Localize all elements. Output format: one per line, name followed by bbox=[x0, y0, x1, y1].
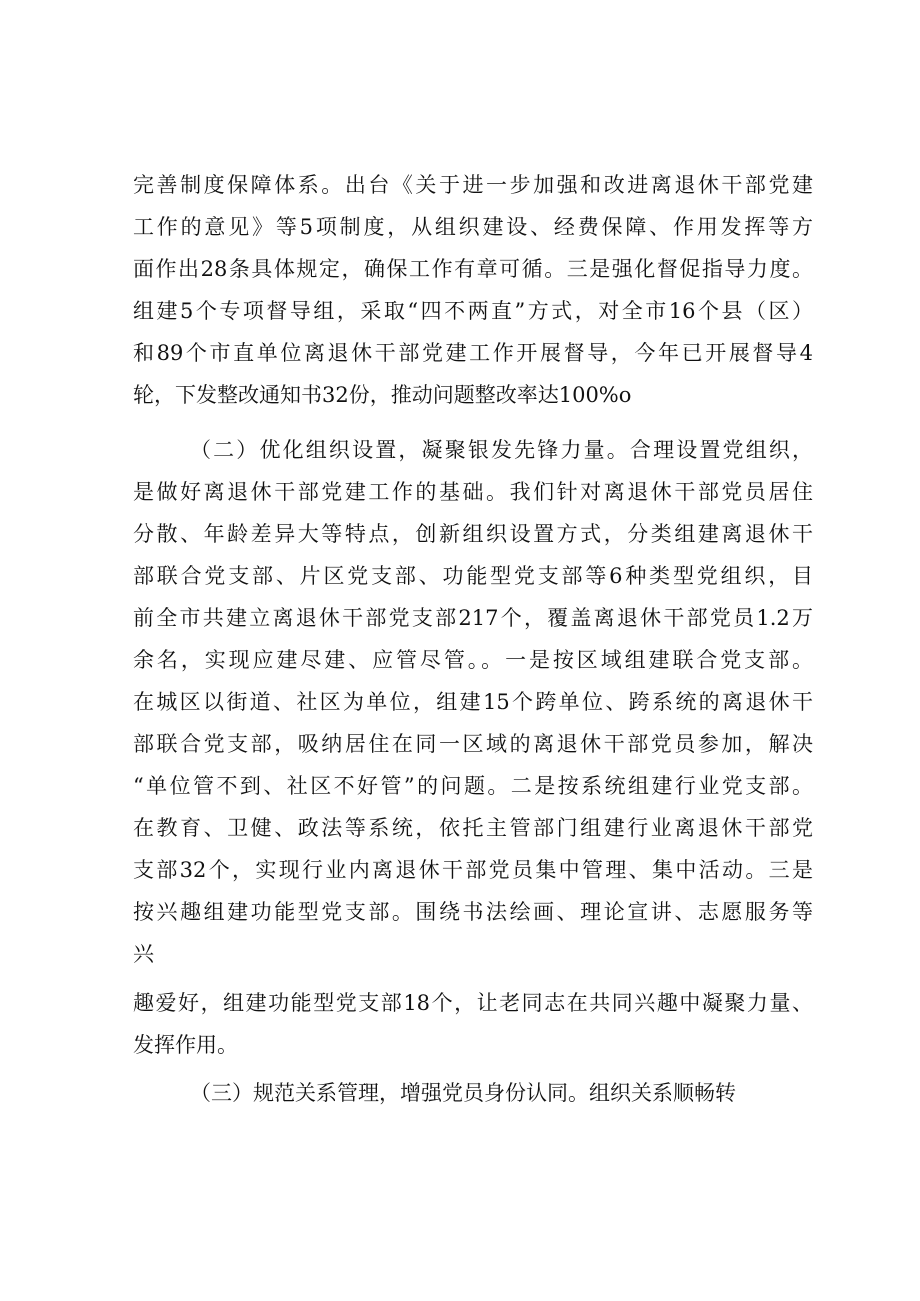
paragraph-2-line-1: （二）优化组织设置，凝聚银发先锋力量。合理设置党组织， bbox=[190, 438, 813, 462]
paragraph-3-line-1: 趣爱好，组建功能型党支部18个，让老同志在共同兴趣中凝聚力量、 bbox=[133, 991, 813, 1015]
paragraph-2-line-2: 是做好离退休干部党建工作的基础。我们针对离退休干部党员居住 bbox=[133, 480, 813, 504]
paragraph-1-line-2: 工作的意见》等5项制度，从组织建设、经费保障、作用发挥等方 bbox=[133, 215, 813, 239]
paragraph-2-line-7: 在城区以街道、社区为单位，组建15个跨单位、跨系统的离退休干 bbox=[133, 690, 813, 714]
paragraph-2-line-6: 余名，实现应建尽建、应管尽管。。一是按区域组建联合党支部。 bbox=[133, 648, 813, 672]
paragraph-2-line-3: 分散、年龄差异大等特点，创新组织设置方式，分类组建离退休干 bbox=[133, 522, 813, 546]
paragraph-1-line-1: 完善制度保障体系。出台《关于进一步加强和改进离退休干部党建 bbox=[133, 173, 813, 197]
paragraph-1-line-3: 面作出28条具体规定，确保工作有章可循。三是强化督促指导力度。 bbox=[133, 257, 813, 281]
paragraph-4-line-1: （三）规范关系管理，增强党员身份认同。组织关系顺畅转 bbox=[190, 1081, 736, 1105]
paragraph-2-line-5: 前全市共建立离退休干部党支部217个，覆盖离退休干部党员1.2万 bbox=[133, 606, 813, 630]
paragraph-2-line-4: 部联合党支部、片区党支部、功能型党支部等6种类型党组织，目 bbox=[133, 564, 813, 588]
paragraph-3-line-2: 发挥作用。 bbox=[133, 1033, 238, 1057]
paragraph-1-line-6: 轮，下发整改通知书32份，推动问题整改率达100%o bbox=[133, 383, 632, 407]
paragraph-2-line-11: 支部32个，实现行业内离退休干部党员集中管理、集中活动。三是 bbox=[133, 858, 813, 882]
paragraph-1-line-4: 组建5个专项督导组，采取“四不两直”方式，对全市16个县（区） bbox=[133, 299, 813, 323]
paragraph-2-line-12: 按兴趣组建功能型党支部。围绕书法绘画、理论宣讲、志愿服务等 bbox=[133, 900, 813, 924]
paragraph-2-line-8: 部联合党支部，吸纳居住在同一区域的离退休干部党员参加，解决 bbox=[133, 732, 813, 756]
paragraph-2-line-9: “单位管不到、社区不好管”的问题。二是按系统组建行业党支部。 bbox=[133, 774, 813, 798]
paragraph-1-line-5: 和89个市直单位离退休干部党建工作开展督导，今年已开展督导4 bbox=[133, 341, 813, 365]
paragraph-2-line-10: 在教育、卫健、政法等系统，依托主管部门组建行业离退休干部党 bbox=[133, 816, 813, 840]
paragraph-2-line-13: 兴 bbox=[133, 942, 154, 966]
